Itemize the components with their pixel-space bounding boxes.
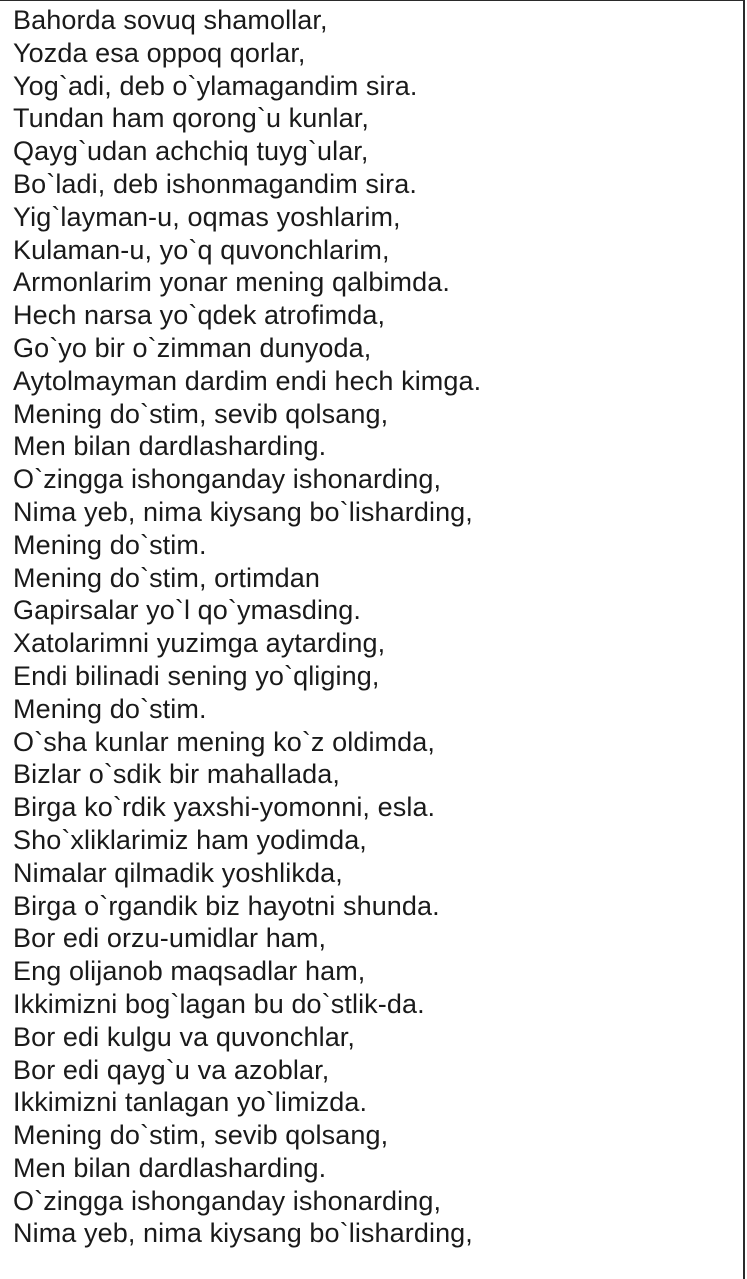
lyric-line: Yozda esa oppoq qorlar, xyxy=(13,37,306,68)
lyric-line: Nimalar qilmadik yoshlikda, xyxy=(13,857,343,888)
lyric-line: Aytolmayman dardim endi hech kimga. xyxy=(13,365,482,396)
lyric-line: Nima yeb, nima kiysang bo`lisharding, xyxy=(13,1218,473,1249)
lyric-line: Hech narsa yo`qdek atrofimda, xyxy=(13,300,386,331)
lyric-line: Xatolarimni yuzimga aytarding, xyxy=(13,628,386,659)
lyric-line: Armonlarim yonar mening qalbimda. xyxy=(13,267,450,298)
lyric-line: Birga o`rgandik biz hayotni shunda. xyxy=(13,890,440,921)
lyric-line: Bahorda sovuq shamollar, xyxy=(13,5,328,35)
lyric-line: Nima yeb, nima kiysang bo`lisharding, xyxy=(13,496,473,527)
lyrics-text xyxy=(13,4,481,1250)
lyric-line: Qayg`udan achchiq tuyg`ular, xyxy=(13,136,369,167)
lyric-line: Endi bilinadi sening yo`qliging, xyxy=(13,660,380,691)
lyric-line: O`sha kunlar mening ko`z oldimda, xyxy=(13,726,435,757)
lyric-line: Go`yo bir o`zimman dunyoda, xyxy=(13,332,372,363)
lyric-line: Yog`adi, deb o`ylamagandim sira. xyxy=(13,70,418,101)
lyric-line: Yig`layman-u, oqmas yoshlarim, xyxy=(13,201,401,232)
lyric-line: Men bilan dardlasharding. xyxy=(13,431,327,462)
lyric-line: Kulaman-u, yo`q quvonchlarim, xyxy=(13,234,390,265)
lyric-line: Sho`xliklarimiz ham yodimda, xyxy=(13,824,367,855)
lyric-line: Mening do`stim. xyxy=(13,529,207,560)
lyric-line: O`zingga ishonganday ishonarding, xyxy=(13,464,442,495)
lyric-line: Gapirsalar yo`l qo`ymasding. xyxy=(13,595,361,626)
lyric-line: Bizlar o`sdik bir mahallada, xyxy=(13,759,340,790)
lyric-line: Mening do`stim, sevib qolsang, xyxy=(13,1120,389,1151)
lyric-line: Eng olijanob maqsadlar ham, xyxy=(13,956,366,987)
lyric-line: Birga ko`rdik yaxshi-yomonni, esla. xyxy=(13,792,436,823)
lyric-line: Mening do`stim. xyxy=(13,693,207,724)
lyric-line: Ikkimizni bog`lagan bu do`stlik-da. xyxy=(13,988,425,1019)
lyric-line: O`zingga ishonganday ishonarding, xyxy=(13,1185,442,1216)
lyric-line: Bor edi orzu-umidlar ham, xyxy=(13,923,327,954)
lyric-line: Tundan ham qorong`u kunlar, xyxy=(13,103,369,134)
lyric-line: Bo`ladi, deb ishonmagandim sira. xyxy=(13,168,417,199)
lyric-line: Mening do`stim, sevib qolsang, xyxy=(13,398,389,429)
lyric-line: Men bilan dardlasharding. xyxy=(13,1152,327,1183)
lyric-line: Bor edi qayg`u va azoblar, xyxy=(13,1054,330,1085)
lyric-line: Bor edi kulgu va quvonchlar, xyxy=(13,1021,356,1052)
lyric-line: Ikkimizni tanlagan yo`limizda. xyxy=(13,1087,368,1118)
lyric-line: Mening do`stim, ortimdan xyxy=(13,562,321,593)
